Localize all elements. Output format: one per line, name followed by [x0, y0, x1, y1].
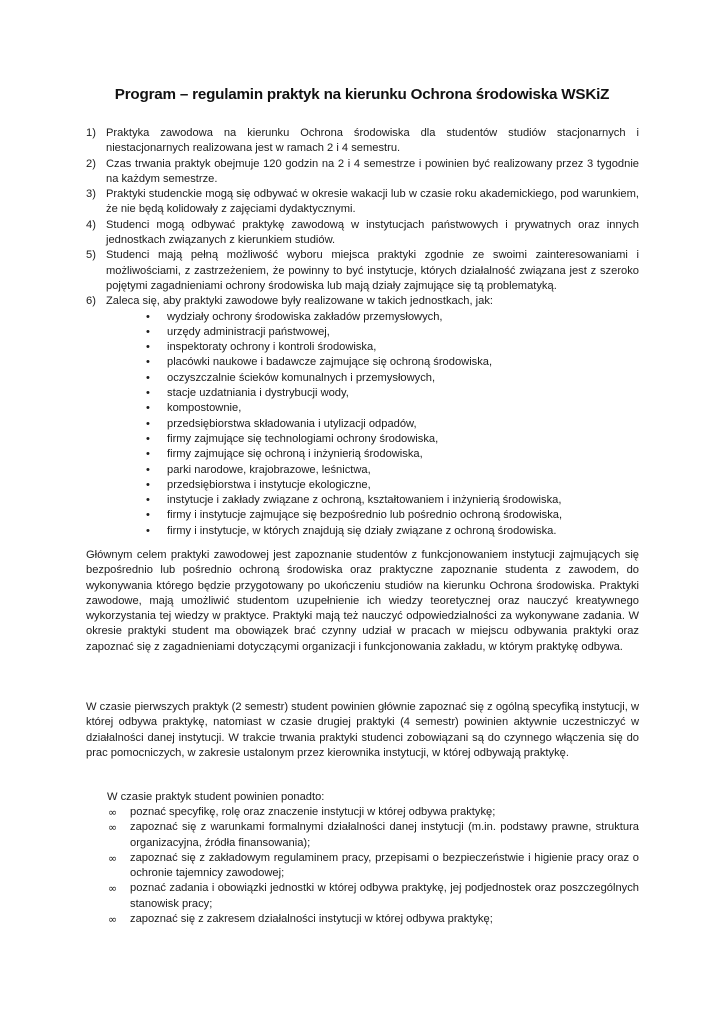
item-text: Studenci mogą odbywać praktykę zawodową w instytucjach państwowych i prywatnych oraz innych jednostkach związanych z kierunkiem studiów.: [106, 218, 639, 247]
duties-list: [86, 805, 639, 927]
item-text: Studenci mają pełną możliwość wyboru miejsca praktyki zgodnie ze swoimi zainteresowaniami i możliwościami, z zastrzeżeniem, że powinny to być instytucje, których działalność związana jest z szeroko pojętymi zagadnieniami ochrony środowiska lub mają działy zajmujące się tą problematyką.: [106, 249, 639, 292]
bullet-item: • wydziały ochrony środowiska zakładów przemysłowych,: [146, 310, 639, 325]
bullet-item: • placówki naukowe i badawcze zajmujące się ochroną środowiska,: [146, 355, 639, 370]
item-number: 4): [86, 218, 96, 231]
infinity-marker-icon: ∞: [108, 882, 118, 896]
infinity-marker-icon: ∞: [108, 821, 118, 835]
bullet-item: • urzędy administracji państwowej,: [146, 325, 639, 340]
item-text: Czas trwania praktyk obejmuje 120 godzin na 2 i 4 semestrze i powinien być realizowany przez 3 tygodnie na każdym semestrze.: [106, 157, 639, 185]
item-text: Praktyka zawodowa na kierunku Ochrona środowiska dla studentów studiów stacjonarnych i niestacjonarnych realizowana jest w ramach 2 i 4 semestru.: [106, 127, 639, 155]
bullet-item: • firmy i instytucje zajmujące się bezpośrednio lub pośrednio ochroną środowiska,: [146, 508, 639, 523]
item-text: Zaleca się, aby praktyki zawodowe były realizowane w takich jednostkach, jak:: [106, 295, 494, 308]
bullet-item: • przedsiębiorstwa i instytucje ekologiczne,: [146, 478, 639, 493]
duty-item: [86, 912, 639, 927]
paragraph-semesters: W czasie pierwszych praktyk (2 semestr) student powinien głównie zapoznać się z ogólną specyfiką instytucji, w której odbywa praktykę, natomiast w czasie drugiej praktyki (4 semestr) powinien aktywnie uczestniczyć w działalności danej instytucji. W trakcie trwania praktyki studenci zobowiązani są do czynnego włączenia się do prac pomocniczych, w zakresie ustalonym przez kierownika instytucji, w której odbywają praktykę.: [86, 701, 639, 759]
bullet-item: • firmy zajmujące się ochroną i inżynierią środowiska,: [146, 447, 639, 462]
duty-text: poznać specyfikę, rolę oraz znaczenie instytucji w której odbywa praktykę;: [130, 806, 496, 818]
item-number: 6): [86, 295, 96, 308]
numbered-item: [86, 248, 639, 294]
item-text: Praktyki studenckie mogą się odbywać w okresie wakacji lub w czasie roku akademickiego, pod warunkiem, że nie będą kolidowały z zajęciami dydaktycznymi.: [106, 188, 639, 216]
duty-text: zapoznać się z zakładowym regulaminem pracy, przepisami o bezpieczeństwie i higienie pracy oraz o ochronie tajemnicy zawodowej;: [130, 851, 639, 880]
numbered-item: [86, 126, 639, 157]
numbered-item: [86, 294, 639, 539]
duty-item: [86, 805, 639, 820]
duty-item: [86, 820, 639, 851]
item-number: 5): [86, 249, 96, 262]
duties-intro: W czasie praktyk student powinien ponadto:: [107, 791, 325, 803]
paragraph-main-goal: Głównym celem praktyki zawodowej jest zapoznanie studentów z funkcjonowaniem instytucji zajmujących się bezpośrednio lub pośrednio ochroną środowiska oraz praktyczne zapoznanie studenta z zawodem, do wykonywania którego będzie przygotowany po ukończeniu studiów na kierunku Ochrona środowiska. Praktyki zawodowe, mają umożliwić studentom uzupełnienie ich wiedzy teoretycznej oraz nauczyć kreatywnego wykorzystania tej wiedzy w praktyce. Praktyki mają też nauczyć odpowiedzialności za wykonywane zadania. W okresie praktyki student ma obowiązek brać czynny udział w pracach w miejscu odbywania praktyki oraz zapoznać się z zagadnieniami dotyczącymi organizacji i funkcjonowania zakładu, w którym praktykę odbywa.: [86, 549, 639, 653]
bullet-item: • firmy i instytucje, w których znajdują się działy związane z ochroną środowiska.: [146, 524, 639, 539]
duty-text: poznać zadania i obowiązki jednostki w której odbywa praktykę, jej podjednostek oraz poszczególnych stanowisk pracy;: [130, 882, 639, 910]
item-number: 2): [86, 157, 96, 170]
units-bullet-list: [106, 310, 639, 539]
bullet-item: • inspektoraty ochrony i kontroli środowiska,: [146, 340, 639, 355]
duty-text: zapoznać się z zakresem działalności instytucji w której odbywa praktykę;: [130, 913, 493, 926]
document-title: Program – regulamin praktyk na kierunku Ochrona środowiska WSKiZ: [114, 86, 610, 103]
bullet-item: • kompostownie,: [146, 401, 639, 416]
infinity-marker-icon: ∞: [108, 913, 118, 927]
item-number: 3): [86, 188, 96, 201]
numbered-item: [86, 187, 639, 218]
bullet-item: • instytucje i zakłady związane z ochroną, kształtowaniem i inżynierią środowiska,: [146, 493, 639, 508]
bullet-item: • firmy zajmujące się technologiami ochrony środowiska,: [146, 432, 639, 447]
infinity-marker-icon: ∞: [108, 851, 118, 865]
duty-item: [86, 851, 639, 882]
duty-item: [86, 881, 639, 912]
numbered-item: [86, 218, 639, 249]
numbered-item: [86, 157, 639, 188]
infinity-marker-icon: ∞: [108, 806, 118, 819]
bullet-item: • parki narodowe, krajobrazowe, leśnictwa,: [146, 463, 639, 478]
numbered-list: [86, 126, 639, 539]
bullet-item: • przedsiębiorstwa składowania i utylizacji odpadów,: [146, 417, 639, 432]
bullet-item: • oczyszczalnie ścieków komunalnych i przemysłowych,: [146, 371, 639, 386]
item-number: 1): [86, 127, 96, 139]
bullet-item: • stacje uzdatniania i dystrybucji wody,: [146, 386, 639, 401]
duty-text: zapoznać się z warunkami formalnymi działalności danej instytucji (m.in. podstawy prawne, struktura organizacyjna, źródła finansowania);: [130, 821, 639, 849]
